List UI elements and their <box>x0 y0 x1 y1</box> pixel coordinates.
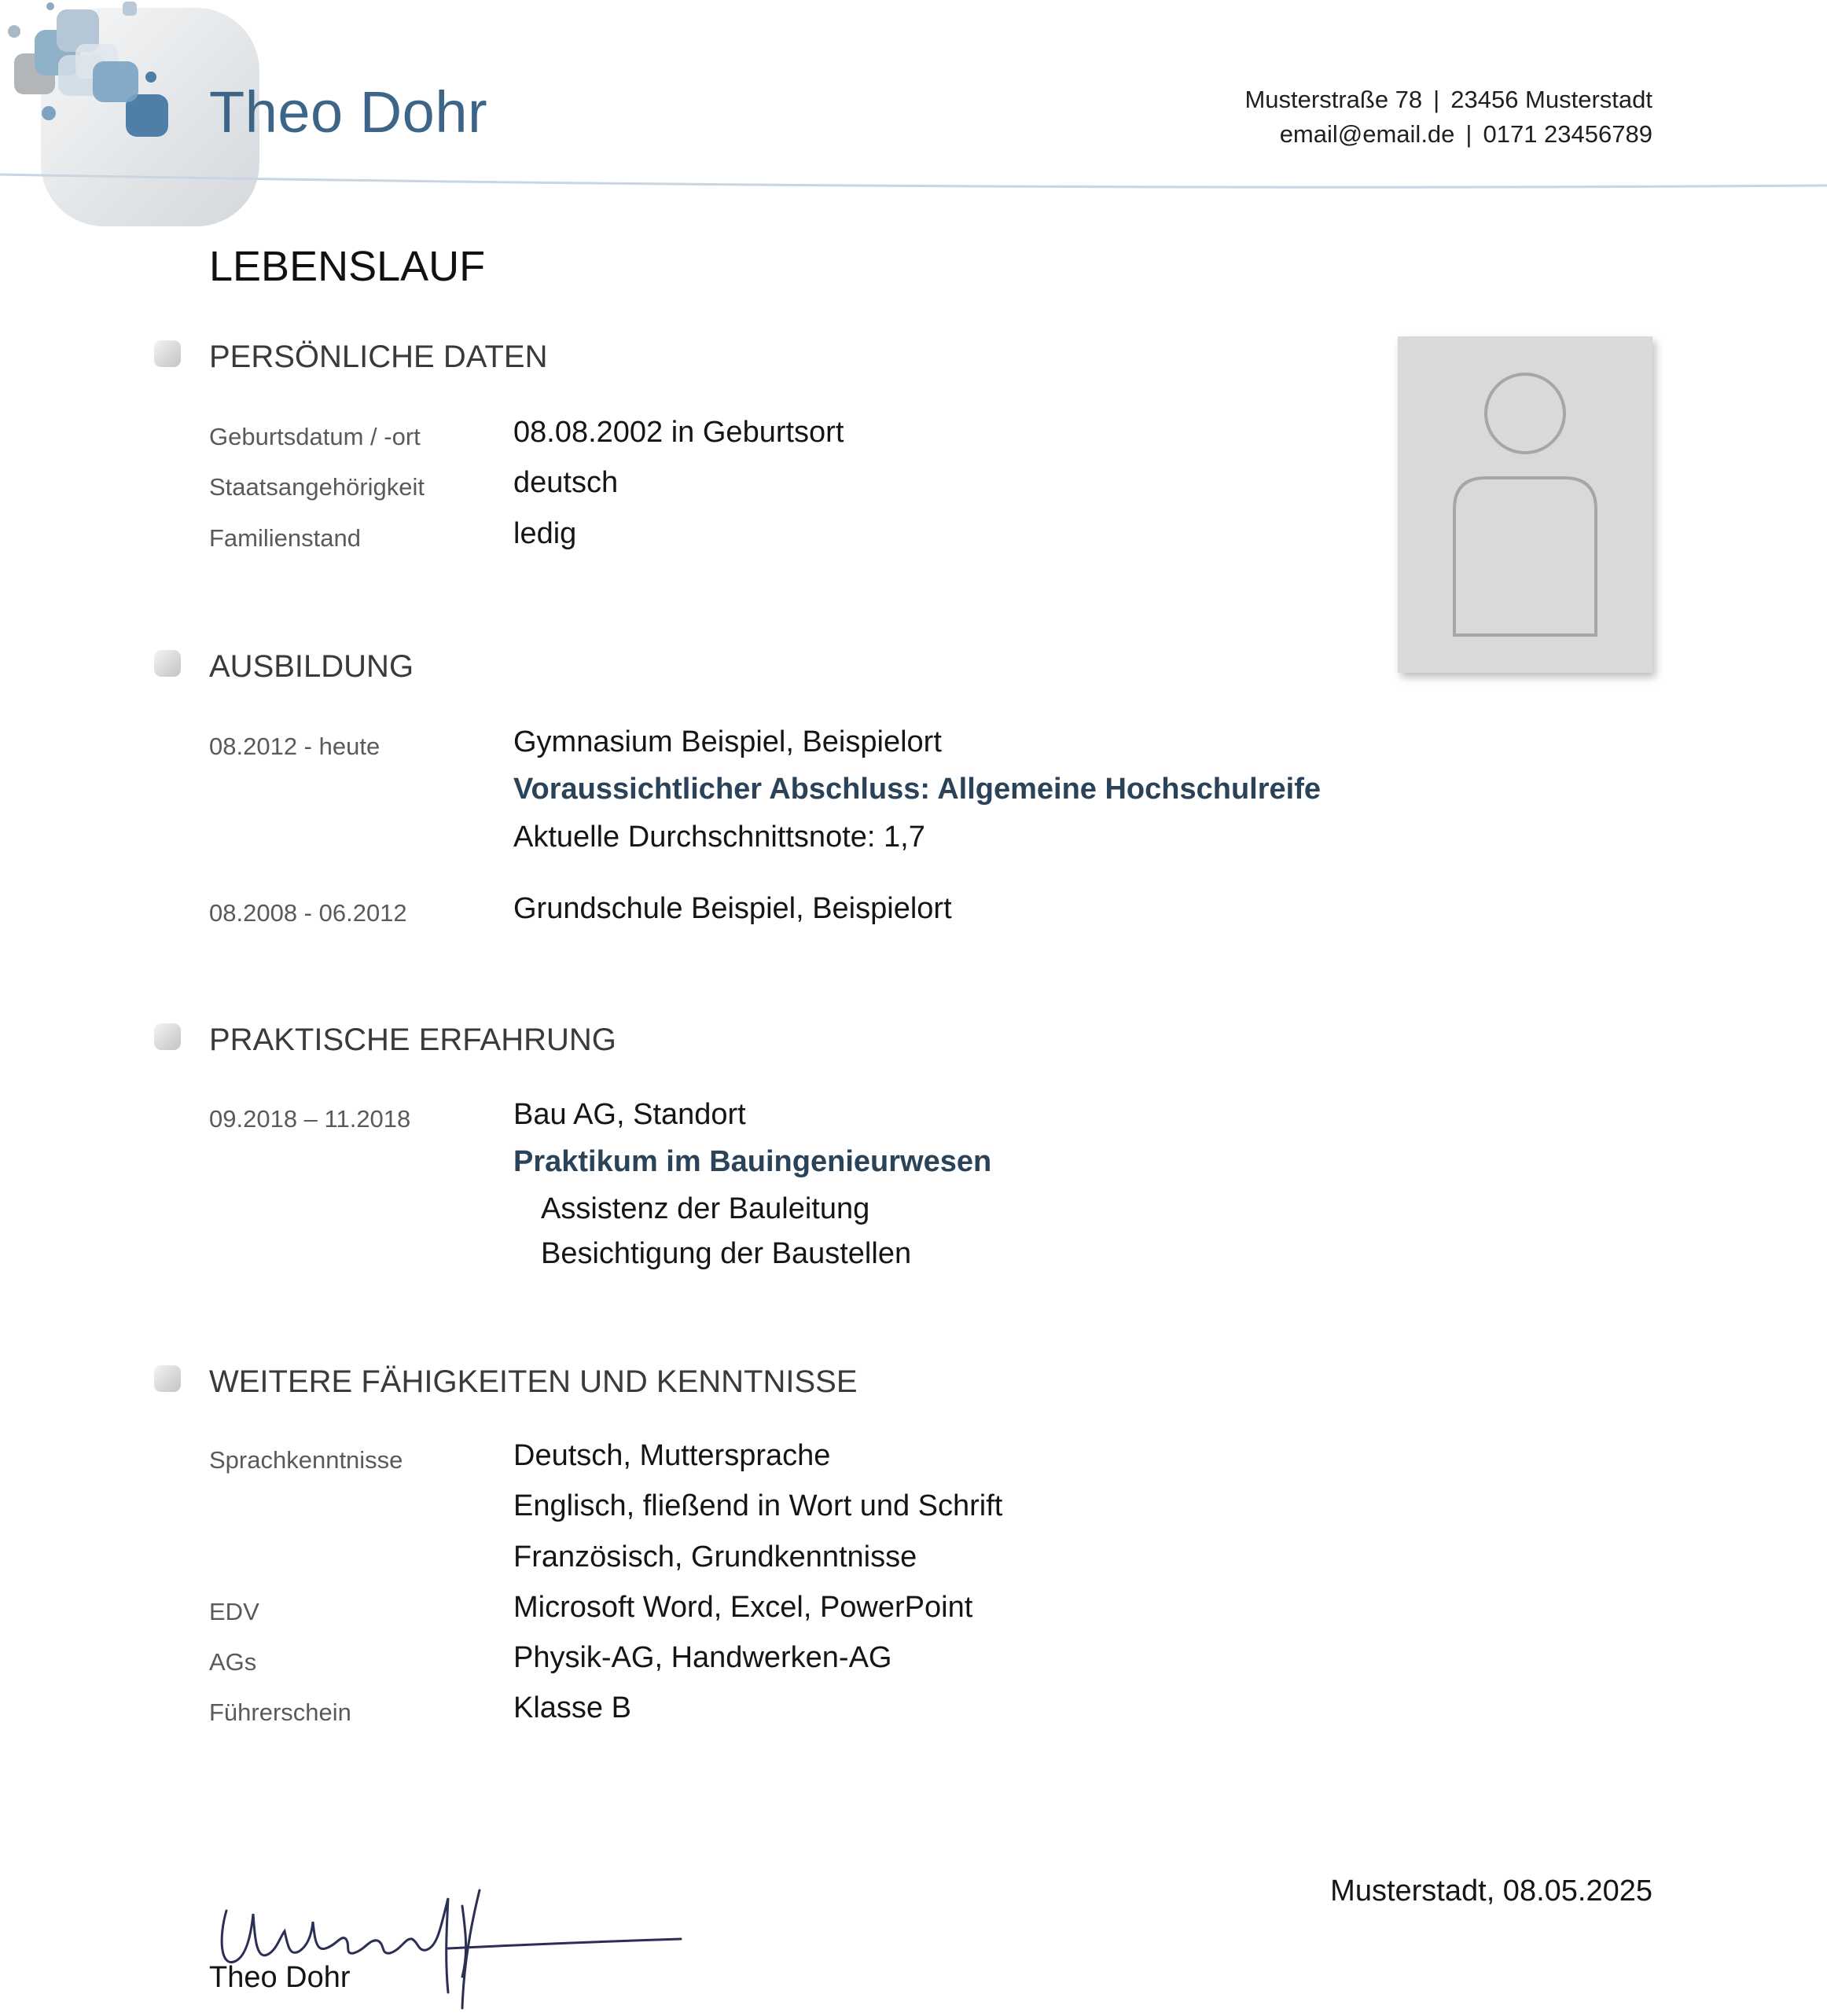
education-school: Gymnasium Beispiel, Beispielort <box>513 725 942 758</box>
phone: 0171 23456789 <box>1483 120 1652 148</box>
person-icon <box>1398 336 1652 673</box>
value-license: Klasse B <box>513 1691 631 1724</box>
experience-task: Besichtigung der Baustellen <box>541 1237 912 1270</box>
language-item: Deutsch, Muttersprache <box>513 1439 831 1472</box>
education-period: 08.2012 - heute <box>209 733 380 760</box>
language-item: Französisch, Grundkenntnisse <box>513 1540 917 1574</box>
contact-line <box>1244 117 1652 152</box>
separator: | <box>1433 86 1440 113</box>
value-ags: Physik-AG, Handwerken-AG <box>513 1641 892 1674</box>
section-heading-skills: WEITERE FÄHIGKEITEN UND KENNTNISSE <box>209 1364 858 1399</box>
photo-placeholder <box>1398 336 1652 673</box>
experience-company: Bau AG, Standort <box>513 1098 746 1131</box>
applicant-name: Theo Dohr <box>209 79 488 145</box>
contact-block <box>1244 83 1652 152</box>
education-grade: Aktuelle Durchschnittsnote: 1,7 <box>513 821 925 854</box>
section-heading-education: AUSBILDUNG <box>209 649 414 684</box>
label-nationality: Staatsangehörigkeit <box>209 473 425 501</box>
education-school: Grundschule Beispiel, Beispielort <box>513 892 952 925</box>
education-period: 08.2008 - 06.2012 <box>209 899 407 927</box>
section-bullet-icon <box>154 1023 181 1050</box>
header-divider <box>0 157 1827 204</box>
address-street: Musterstraße 78 <box>1244 86 1423 113</box>
section-bullet-icon <box>154 340 181 367</box>
section-heading-personal: PERSÖNLICHE DATEN <box>209 340 548 374</box>
section-heading-experience: PRAKTISCHE ERFAHRUNG <box>209 1023 616 1057</box>
document-title: LEBENSLAUF <box>209 243 486 290</box>
label-it: EDV <box>209 1598 259 1625</box>
signer-name: Theo Dohr <box>209 1961 351 1994</box>
label-marital-status: Familienstand <box>209 524 361 552</box>
section-bullet-icon <box>154 1365 181 1392</box>
experience-task: Assistenz der Bauleitung <box>541 1192 870 1225</box>
section-bullet-icon <box>154 650 181 677</box>
label-birth: Geburtsdatum / -ort <box>209 423 421 450</box>
value-it: Microsoft Word, Excel, PowerPoint <box>513 1591 973 1624</box>
experience-period: 09.2018 – 11.2018 <box>209 1105 411 1133</box>
address-line <box>1244 83 1652 117</box>
education-degree: Voraussichtlicher Abschluss: Allgemeine Hochschulreife <box>513 773 1322 806</box>
label-languages: Sprachkenntnisse <box>209 1446 403 1474</box>
place-date: Musterstadt, 08.05.2025 <box>1330 1875 1652 1908</box>
label-license: Führerschein <box>209 1698 351 1726</box>
value-birth: 08.08.2002 in Geburtsort <box>513 416 844 449</box>
label-ags: AGs <box>209 1648 257 1676</box>
value-nationality: deutsch <box>513 466 619 499</box>
address-city: 23456 Musterstadt <box>1450 86 1652 113</box>
signature-icon <box>212 1882 684 2016</box>
experience-role: Praktikum im Bauingenieurwesen <box>513 1145 992 1178</box>
value-marital-status: ledig <box>513 517 577 550</box>
language-item: Englisch, fließend in Wort und Schrift <box>513 1489 1003 1522</box>
email: email@email.de <box>1279 120 1455 148</box>
separator: | <box>1465 120 1472 148</box>
